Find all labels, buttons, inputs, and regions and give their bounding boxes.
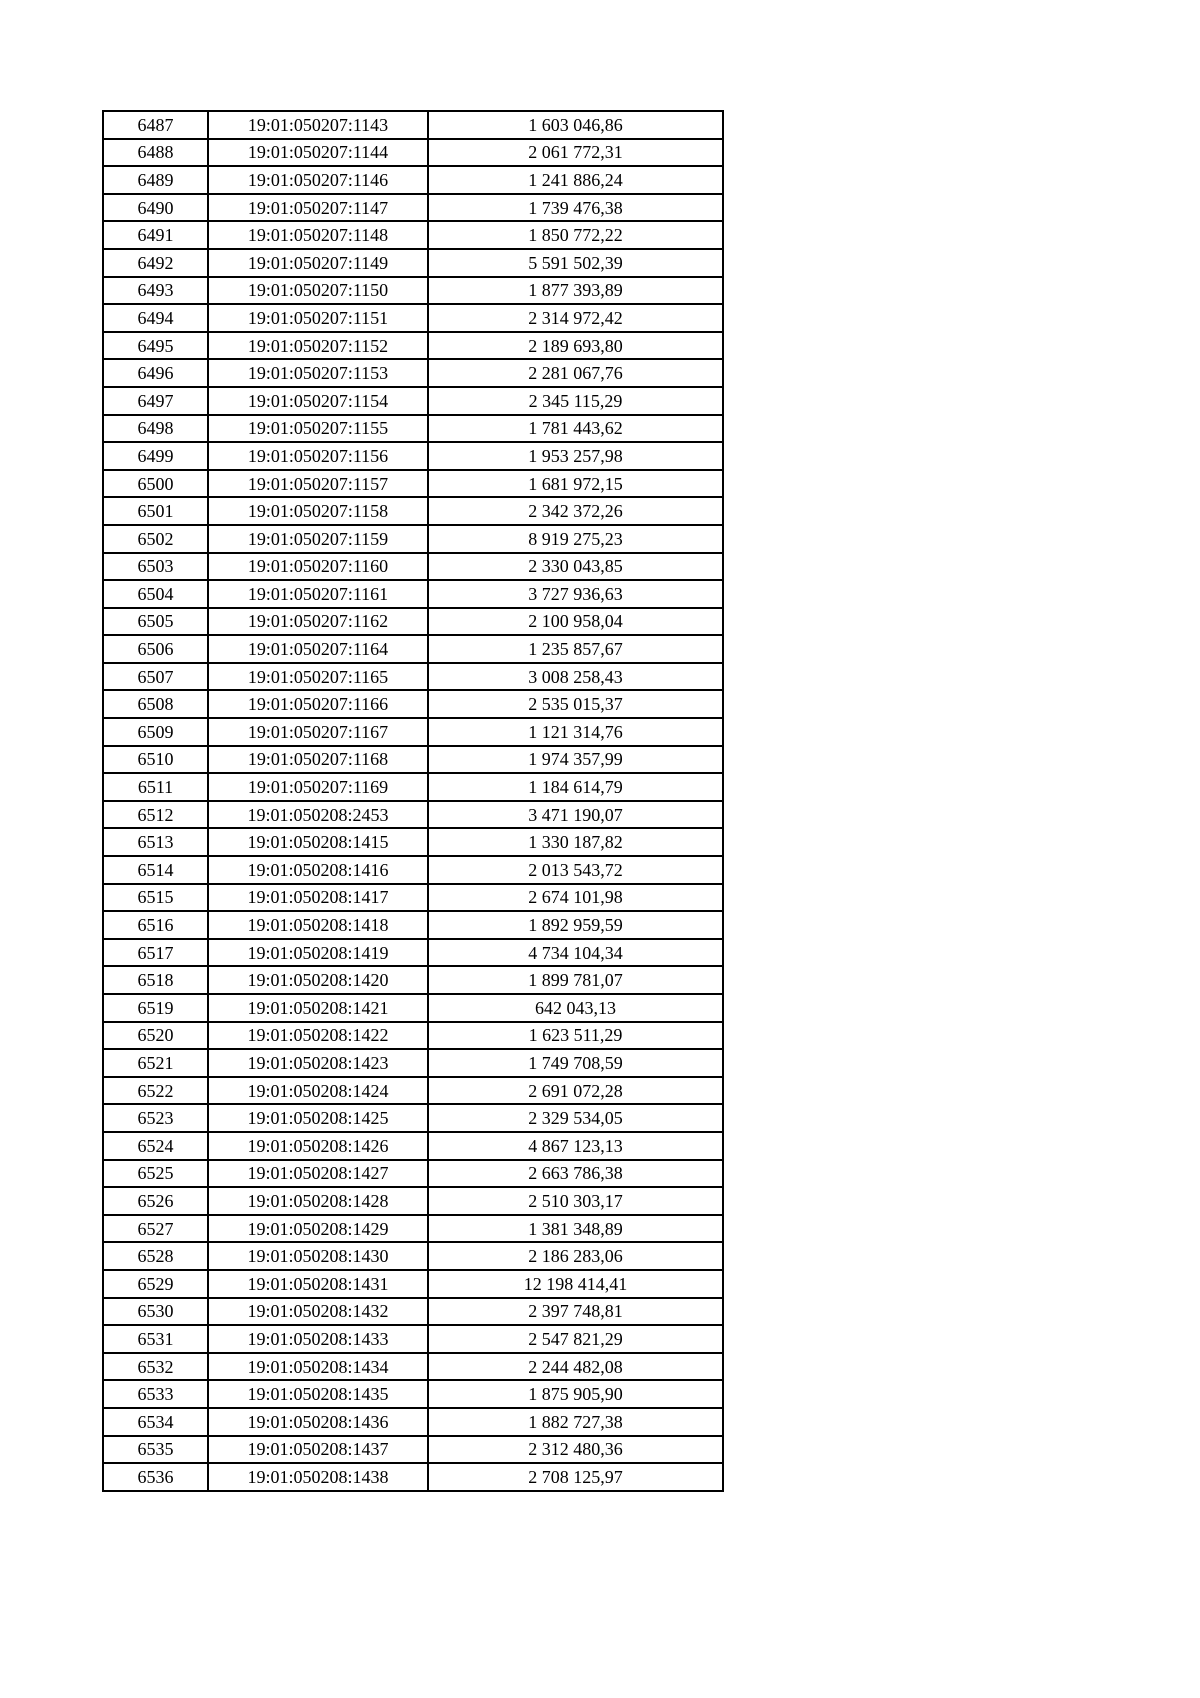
cadastral-value-cell: 1 381 348,89 xyxy=(428,1215,723,1243)
cadastral-number-cell: 19:01:050208:1430 xyxy=(208,1242,428,1270)
table-row xyxy=(103,690,723,718)
row-number-cell: 6491 xyxy=(103,221,208,249)
cadastral-number-cell: 19:01:050208:1429 xyxy=(208,1215,428,1243)
table-row xyxy=(103,304,723,332)
cadastral-number-cell: 19:01:050207:1154 xyxy=(208,387,428,415)
cadastral-number-cell: 19:01:050207:1146 xyxy=(208,166,428,194)
table-row xyxy=(103,1408,723,1436)
row-number-cell: 6513 xyxy=(103,828,208,856)
row-number-cell: 6535 xyxy=(103,1436,208,1464)
cadastral-number-cell: 19:01:050208:1437 xyxy=(208,1436,428,1464)
table-row xyxy=(103,249,723,277)
row-number-cell: 6530 xyxy=(103,1298,208,1326)
row-number-cell: 6492 xyxy=(103,249,208,277)
cadastral-value-cell: 1 974 357,99 xyxy=(428,746,723,774)
cadastral-value-cell: 1 850 772,22 xyxy=(428,221,723,249)
cadastral-number-cell: 19:01:050207:1144 xyxy=(208,139,428,167)
cadastral-number-cell: 19:01:050207:1164 xyxy=(208,635,428,663)
cadastral-value-cell: 2 100 958,04 xyxy=(428,608,723,636)
row-number-cell: 6515 xyxy=(103,884,208,912)
cadastral-number-cell: 19:01:050207:1165 xyxy=(208,663,428,691)
cadastral-value-cell: 3 727 936,63 xyxy=(428,580,723,608)
table-row xyxy=(103,1380,723,1408)
cadastral-number-cell: 19:01:050208:1431 xyxy=(208,1270,428,1298)
cadastral-number-cell: 19:01:050207:1158 xyxy=(208,497,428,525)
cadastral-number-cell: 19:01:050208:1426 xyxy=(208,1132,428,1160)
cadastral-value-cell: 4 734 104,34 xyxy=(428,939,723,967)
row-number-cell: 6529 xyxy=(103,1270,208,1298)
cadastral-number-cell: 19:01:050207:1147 xyxy=(208,194,428,222)
table-row xyxy=(103,1353,723,1381)
cadastral-value-cell: 2 329 534,05 xyxy=(428,1104,723,1132)
cadastral-value-cell: 2 708 125,97 xyxy=(428,1463,723,1491)
table-row xyxy=(103,1270,723,1298)
cadastral-value-cell: 1 877 393,89 xyxy=(428,277,723,305)
cadastral-number-cell: 19:01:050207:1143 xyxy=(208,111,428,139)
cadastral-value-cell: 642 043,13 xyxy=(428,994,723,1022)
cadastral-value-cell: 2 186 283,06 xyxy=(428,1242,723,1270)
cadastral-number-cell: 19:01:050208:1427 xyxy=(208,1160,428,1188)
table-row xyxy=(103,1022,723,1050)
cadastral-value-cell: 1 892 959,59 xyxy=(428,911,723,939)
row-number-cell: 6498 xyxy=(103,415,208,443)
cadastral-number-cell: 19:01:050208:1436 xyxy=(208,1408,428,1436)
table-row xyxy=(103,718,723,746)
cadastral-number-cell: 19:01:050207:1152 xyxy=(208,332,428,360)
cadastral-number-cell: 19:01:050208:1425 xyxy=(208,1104,428,1132)
table-row xyxy=(103,387,723,415)
table-row xyxy=(103,1049,723,1077)
cadastral-number-cell: 19:01:050207:1168 xyxy=(208,746,428,774)
cadastral-value-cell: 1 899 781,07 xyxy=(428,966,723,994)
cadastral-value-cell: 2 397 748,81 xyxy=(428,1298,723,1326)
cadastral-value-cell: 2 330 043,85 xyxy=(428,553,723,581)
cadastral-number-cell: 19:01:050207:1166 xyxy=(208,690,428,718)
row-number-cell: 6528 xyxy=(103,1242,208,1270)
cadastral-value-cell: 1 953 257,98 xyxy=(428,442,723,470)
row-number-cell: 6534 xyxy=(103,1408,208,1436)
cadastral-value-cell: 8 919 275,23 xyxy=(428,525,723,553)
cadastral-number-cell: 19:01:050208:1415 xyxy=(208,828,428,856)
row-number-cell: 6522 xyxy=(103,1077,208,1105)
row-number-cell: 6487 xyxy=(103,111,208,139)
cadastral-number-cell: 19:01:050207:1150 xyxy=(208,277,428,305)
row-number-cell: 6516 xyxy=(103,911,208,939)
cadastral-value-cell: 3 471 190,07 xyxy=(428,801,723,829)
table-row xyxy=(103,801,723,829)
row-number-cell: 6488 xyxy=(103,139,208,167)
cadastral-number-cell: 19:01:050208:1420 xyxy=(208,966,428,994)
row-number-cell: 6494 xyxy=(103,304,208,332)
cadastral-value-cell: 1 121 314,76 xyxy=(428,718,723,746)
cadastral-number-cell: 19:01:050207:1153 xyxy=(208,359,428,387)
row-number-cell: 6521 xyxy=(103,1049,208,1077)
table-row xyxy=(103,111,723,139)
cadastral-number-cell: 19:01:050207:1169 xyxy=(208,773,428,801)
row-number-cell: 6493 xyxy=(103,277,208,305)
row-number-cell: 6512 xyxy=(103,801,208,829)
table-row xyxy=(103,580,723,608)
table-row xyxy=(103,277,723,305)
table-row xyxy=(103,1242,723,1270)
table-row xyxy=(103,1325,723,1353)
cadastral-number-cell: 19:01:050208:1416 xyxy=(208,856,428,884)
row-number-cell: 6496 xyxy=(103,359,208,387)
table-row xyxy=(103,884,723,912)
table-row xyxy=(103,939,723,967)
cadastral-number-cell: 19:01:050208:1421 xyxy=(208,994,428,1022)
table-row xyxy=(103,635,723,663)
cadastral-value-cell: 1 241 886,24 xyxy=(428,166,723,194)
row-number-cell: 6495 xyxy=(103,332,208,360)
cadastral-value-cell: 1 330 187,82 xyxy=(428,828,723,856)
table-row xyxy=(103,525,723,553)
cadastral-value-cell: 1 603 046,86 xyxy=(428,111,723,139)
cadastral-number-cell: 19:01:050208:2453 xyxy=(208,801,428,829)
cadastral-number-cell: 19:01:050207:1155 xyxy=(208,415,428,443)
table-row xyxy=(103,608,723,636)
table-row xyxy=(103,994,723,1022)
table-row xyxy=(103,221,723,249)
row-number-cell: 6525 xyxy=(103,1160,208,1188)
cadastral-value-cell: 2 345 115,29 xyxy=(428,387,723,415)
table-row xyxy=(103,497,723,525)
table-row xyxy=(103,911,723,939)
cadastral-value-cell: 2 342 372,26 xyxy=(428,497,723,525)
row-number-cell: 6514 xyxy=(103,856,208,884)
cadastral-value-cell: 2 314 972,42 xyxy=(428,304,723,332)
cadastral-value-cell: 2 663 786,38 xyxy=(428,1160,723,1188)
row-number-cell: 6524 xyxy=(103,1132,208,1160)
row-number-cell: 6497 xyxy=(103,387,208,415)
table-row xyxy=(103,746,723,774)
cadastral-value-cell: 2 547 821,29 xyxy=(428,1325,723,1353)
cadastral-number-cell: 19:01:050208:1433 xyxy=(208,1325,428,1353)
row-number-cell: 6504 xyxy=(103,580,208,608)
table-row xyxy=(103,553,723,581)
row-number-cell: 6500 xyxy=(103,470,208,498)
cadastral-value-cell: 3 008 258,43 xyxy=(428,663,723,691)
table-body xyxy=(103,111,723,1491)
row-number-cell: 6502 xyxy=(103,525,208,553)
row-number-cell: 6520 xyxy=(103,1022,208,1050)
table-row xyxy=(103,966,723,994)
cadastral-value-cell: 2 674 101,98 xyxy=(428,884,723,912)
row-number-cell: 6507 xyxy=(103,663,208,691)
cadastral-value-cell: 1 235 857,67 xyxy=(428,635,723,663)
row-number-cell: 6510 xyxy=(103,746,208,774)
cadastral-value-table xyxy=(102,110,724,1492)
cadastral-number-cell: 19:01:050208:1434 xyxy=(208,1353,428,1381)
cadastral-number-cell: 19:01:050207:1149 xyxy=(208,249,428,277)
cadastral-value-cell: 1 739 476,38 xyxy=(428,194,723,222)
cadastral-value-cell: 1 623 511,29 xyxy=(428,1022,723,1050)
table-row xyxy=(103,1077,723,1105)
cadastral-value-cell: 1 184 614,79 xyxy=(428,773,723,801)
row-number-cell: 6531 xyxy=(103,1325,208,1353)
cadastral-number-cell: 19:01:050207:1160 xyxy=(208,553,428,581)
row-number-cell: 6489 xyxy=(103,166,208,194)
cadastral-number-cell: 19:01:050207:1159 xyxy=(208,525,428,553)
cadastral-number-cell: 19:01:050208:1418 xyxy=(208,911,428,939)
row-number-cell: 6519 xyxy=(103,994,208,1022)
cadastral-value-cell: 1 681 972,15 xyxy=(428,470,723,498)
row-number-cell: 6518 xyxy=(103,966,208,994)
cadastral-number-cell: 19:01:050208:1428 xyxy=(208,1187,428,1215)
row-number-cell: 6509 xyxy=(103,718,208,746)
cadastral-value-cell: 5 591 502,39 xyxy=(428,249,723,277)
cadastral-value-cell: 2 312 480,36 xyxy=(428,1436,723,1464)
row-number-cell: 6526 xyxy=(103,1187,208,1215)
cadastral-number-cell: 19:01:050208:1432 xyxy=(208,1298,428,1326)
cadastral-number-cell: 19:01:050207:1162 xyxy=(208,608,428,636)
row-number-cell: 6511 xyxy=(103,773,208,801)
table-row xyxy=(103,359,723,387)
table-row xyxy=(103,1187,723,1215)
cadastral-value-cell: 12 198 414,41 xyxy=(428,1270,723,1298)
row-number-cell: 6532 xyxy=(103,1353,208,1381)
cadastral-value-cell: 2 244 482,08 xyxy=(428,1353,723,1381)
cadastral-number-cell: 19:01:050207:1167 xyxy=(208,718,428,746)
cadastral-number-cell: 19:01:050207:1161 xyxy=(208,580,428,608)
cadastral-value-cell: 1 882 727,38 xyxy=(428,1408,723,1436)
table-row xyxy=(103,663,723,691)
table-row xyxy=(103,139,723,167)
table-row xyxy=(103,415,723,443)
table-row xyxy=(103,1463,723,1491)
cadastral-number-cell: 19:01:050208:1438 xyxy=(208,1463,428,1491)
cadastral-number-cell: 19:01:050208:1424 xyxy=(208,1077,428,1105)
cadastral-value-cell: 1 749 708,59 xyxy=(428,1049,723,1077)
row-number-cell: 6490 xyxy=(103,194,208,222)
row-number-cell: 6501 xyxy=(103,497,208,525)
table-row xyxy=(103,470,723,498)
table-row xyxy=(103,773,723,801)
cadastral-value-cell: 2 061 772,31 xyxy=(428,139,723,167)
cadastral-number-cell: 19:01:050208:1422 xyxy=(208,1022,428,1050)
table-row xyxy=(103,332,723,360)
cadastral-number-cell: 19:01:050208:1419 xyxy=(208,939,428,967)
table-row xyxy=(103,1132,723,1160)
row-number-cell: 6503 xyxy=(103,553,208,581)
table-row xyxy=(103,194,723,222)
cadastral-number-cell: 19:01:050207:1148 xyxy=(208,221,428,249)
cadastral-number-cell: 19:01:050208:1417 xyxy=(208,884,428,912)
cadastral-value-cell: 2 691 072,28 xyxy=(428,1077,723,1105)
table-row xyxy=(103,1104,723,1132)
row-number-cell: 6505 xyxy=(103,608,208,636)
cadastral-number-cell: 19:01:050207:1156 xyxy=(208,442,428,470)
cadastral-value-cell: 2 510 303,17 xyxy=(428,1187,723,1215)
cadastral-number-cell: 19:01:050208:1423 xyxy=(208,1049,428,1077)
table-row xyxy=(103,1215,723,1243)
cadastral-value-cell: 2 535 015,37 xyxy=(428,690,723,718)
cadastral-value-cell: 4 867 123,13 xyxy=(428,1132,723,1160)
table-row xyxy=(103,166,723,194)
cadastral-number-cell: 19:01:050208:1435 xyxy=(208,1380,428,1408)
row-number-cell: 6527 xyxy=(103,1215,208,1243)
table-row xyxy=(103,1160,723,1188)
cadastral-number-cell: 19:01:050207:1157 xyxy=(208,470,428,498)
row-number-cell: 6506 xyxy=(103,635,208,663)
cadastral-value-cell: 2 281 067,76 xyxy=(428,359,723,387)
table-row xyxy=(103,442,723,470)
cadastral-value-cell: 2 189 693,80 xyxy=(428,332,723,360)
table-row xyxy=(103,828,723,856)
table-row xyxy=(103,1298,723,1326)
cadastral-value-cell: 1 781 443,62 xyxy=(428,415,723,443)
row-number-cell: 6517 xyxy=(103,939,208,967)
cadastral-value-cell: 1 875 905,90 xyxy=(428,1380,723,1408)
row-number-cell: 6508 xyxy=(103,690,208,718)
table-row xyxy=(103,1436,723,1464)
row-number-cell: 6499 xyxy=(103,442,208,470)
row-number-cell: 6536 xyxy=(103,1463,208,1491)
cadastral-number-cell: 19:01:050207:1151 xyxy=(208,304,428,332)
cadastral-value-cell: 2 013 543,72 xyxy=(428,856,723,884)
row-number-cell: 6533 xyxy=(103,1380,208,1408)
row-number-cell: 6523 xyxy=(103,1104,208,1132)
table-row xyxy=(103,856,723,884)
